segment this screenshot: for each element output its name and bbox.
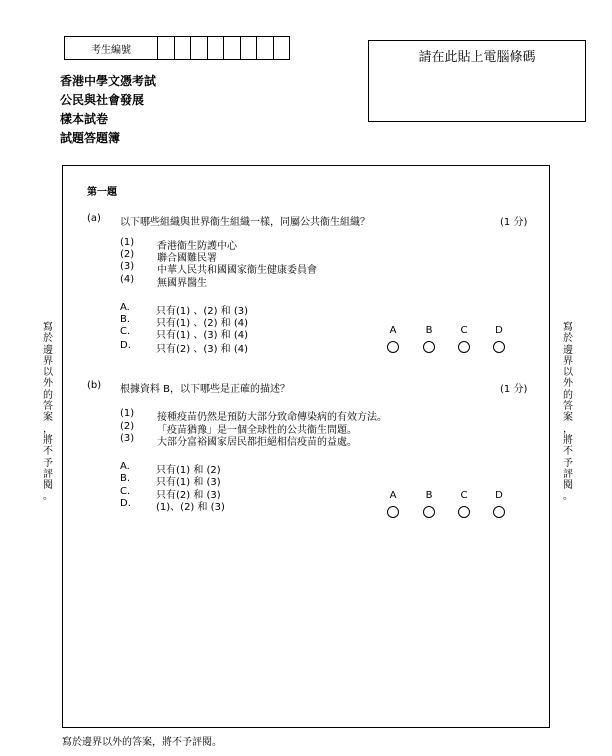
margin-note-char: 閱 [43,480,53,492]
bubble-circle[interactable] [423,341,435,353]
margin-note-char: 界 [43,355,53,367]
item-text: 大部分富裕國家居民都拒絕相信疫苗的益處。 [157,437,357,448]
option-text: 只有(2) 、(3) 和 (4) [156,344,249,355]
bubble-circle[interactable] [493,506,505,518]
barcode-sticker-area [368,40,586,122]
margin-note-char: 邊 [43,344,53,356]
option-letter: D. [120,498,131,509]
question-a-header [87,213,529,227]
margin-note-char: 寫 [563,322,573,333]
bubble-circle[interactable] [387,506,399,518]
margin-note-char: ， [563,423,573,435]
bubble-letter: B [425,325,433,336]
margin-note-char: 外 [563,378,573,390]
option-text: 只有(1) 、(2) 和 (4) [156,318,249,329]
option-letter: C. [120,326,131,337]
bubble-circle[interactable] [458,506,470,518]
bubble-circle[interactable] [458,341,470,353]
subject-name: 公民與社會發展 [60,93,145,107]
margin-note-char: 以 [43,367,53,379]
margin-note-char: 邊 [563,344,573,356]
bubble-letter: D [495,325,503,336]
margin-note-char: 案 [563,412,573,424]
margin-note-char: 答 [43,401,53,413]
margin-note-char: 的 [563,389,573,401]
option-letter: C. [120,486,131,497]
option-text: 只有(1) 、(3) 和 (4) [156,330,249,341]
margin-note-char: 於 [563,333,573,345]
bubble-letter: B [425,490,433,501]
margin-note-char: 予 [43,457,53,469]
margin-note-right [561,322,575,503]
paper-type: 樣本試卷 [60,112,109,126]
answer-bubbles-b [385,490,513,526]
candidate-number-box [64,36,290,60]
bubble-circle[interactable] [493,341,505,353]
option-text: (1)、(2) 和 (3) [156,502,225,513]
booklet-type: 試題答題簿 [60,131,121,145]
question-label: (a) [87,213,101,224]
bubble-letter: D [495,490,503,501]
option-letter: A. [120,302,130,313]
question-marks: (1 分) [500,217,528,228]
barcode-instruction: 請在此貼上電腦條碼 [418,50,536,65]
answer-bubbles-a [385,325,513,361]
margin-note-char: 閱 [563,480,573,492]
candidate-number-digit-box[interactable] [191,37,208,59]
bubble-letter: A [389,490,397,501]
candidate-number-digit-box[interactable] [175,37,192,59]
bubble-choice[interactable] [385,325,401,353]
question-b-header [87,380,529,394]
option-text: 只有(1) 、(2) 和 (3) [156,306,249,317]
margin-note-char: 。 [563,491,573,503]
item-number: (3) [120,261,135,272]
margin-note-char: 將 [43,434,53,446]
item-text: 接種疫苗仍然是預防大部分致命傳染病的有效方法。 [157,412,387,423]
option-letter: B. [120,473,131,484]
candidate-number-digit-box[interactable] [241,37,258,59]
margin-note-char: 的 [43,389,53,401]
bubble-letter: C [460,325,468,336]
item-number: (4) [120,274,135,285]
margin-note-char: 於 [43,333,53,345]
margin-note-char: 。 [43,491,53,503]
item-text: 聯合國難民署 [157,253,217,264]
option-letter: D. [120,340,131,351]
item-number: (3) [120,433,135,444]
bubble-choice[interactable] [491,490,507,518]
margin-note-char: 寫 [43,322,53,333]
section-title: 第一題 [87,187,117,198]
option-text: 只有(1) 和 (3) [156,477,221,488]
item-text: 無國界醫生 [157,278,207,289]
exam-titles [60,72,156,148]
item-text: 中華人民共和國國家衞生健康委員會 [157,265,317,276]
bubble-choice[interactable] [456,490,472,518]
margin-note-char: 評 [43,468,53,480]
bubble-choice[interactable] [491,325,507,353]
bubble-circle[interactable] [387,341,399,353]
item-number: (2) [120,421,135,432]
bubble-choice[interactable] [421,490,437,518]
candidate-number-digit-box[interactable] [274,37,290,59]
margin-note-char: ， [43,423,53,435]
exam-name: 香港中學文憑考試 [60,74,157,88]
margin-note-char: 予 [563,457,573,469]
bubble-letter: C [460,490,468,501]
question-text: 以下哪些組織與世界衞生組織一樣，同屬公共衞生組織？ [120,217,370,228]
candidate-number-digit-box[interactable] [257,37,274,59]
bubble-choice[interactable] [385,490,401,518]
option-text: 只有(2) 和 (3) [156,490,221,501]
option-letter: A. [120,461,130,472]
margin-note-bottom: 寫於邊界以外的答案，將不予評閱。 [62,737,222,748]
candidate-number-digit-box[interactable] [208,37,225,59]
margin-note-char: 評 [563,468,573,480]
bubble-circle[interactable] [423,506,435,518]
bubble-choice[interactable] [421,325,437,353]
item-number: (2) [120,249,135,260]
bubble-choice[interactable] [456,325,472,353]
margin-note-char: 不 [43,446,53,458]
item-text: 「疫苗猶豫」是一個全球性的公共衞生問題。 [157,425,357,436]
option-text: 只有(1) 和 (2) [156,465,221,476]
item-text: 香港衞生防護中心 [157,241,237,252]
option-letter: B. [120,314,131,325]
candidate-number-label: 考生編號 [65,37,158,59]
margin-note-left [41,322,55,503]
item-number: (1) [120,408,135,419]
margin-note-char: 答 [563,401,573,413]
margin-note-char: 將 [563,434,573,446]
candidate-number-digit-box[interactable] [158,37,175,59]
margin-note-char: 不 [563,446,573,458]
margin-note-char: 以 [563,367,573,379]
question-marks: (1 分) [500,384,528,395]
margin-note-char: 案 [43,412,53,424]
margin-note-char: 外 [43,378,53,390]
candidate-number-digit-box[interactable] [224,37,241,59]
question-label: (b) [87,380,102,391]
question-text: 根據資料 B，以下哪些是正確的描述？ [120,384,291,395]
bubble-letter: A [389,325,397,336]
margin-note-char: 界 [563,355,573,367]
item-number: (1) [120,237,135,248]
